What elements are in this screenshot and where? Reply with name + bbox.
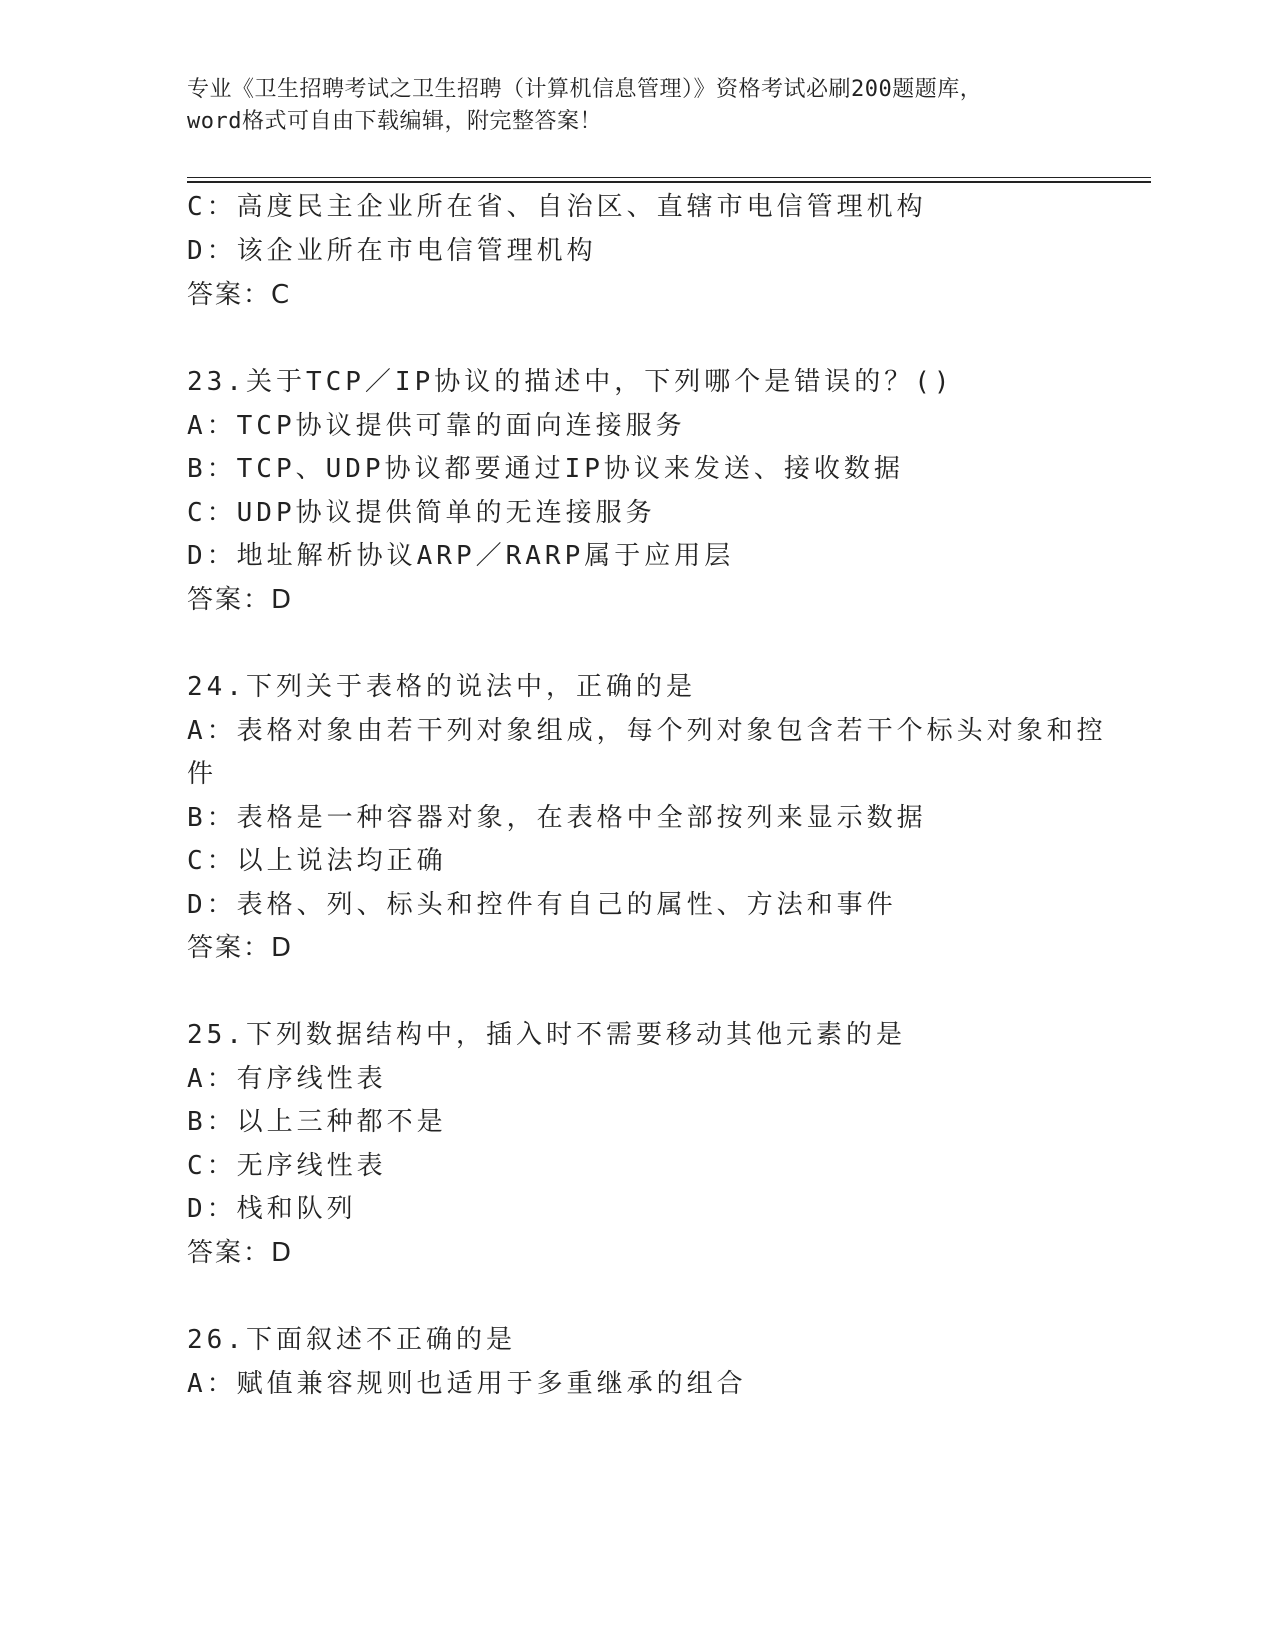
question-26: 26.下面叙述不正确的是 <box>187 1325 516 1355</box>
option-a-q23: A：TCP协议提供可靠的面向连接服务 <box>187 411 686 441</box>
option-b-q23: B：TCP、UDP协议都要通过IP协议来发送、接收数据 <box>187 454 904 484</box>
option-a-q26: A：赋值兼容规则也适用于多重继承的组合 <box>187 1369 747 1399</box>
option-b-q24: B：表格是一种容器对象，在表格中全部按列来显示数据 <box>187 803 927 833</box>
option-c-q24: C：以上说法均正确 <box>187 846 447 876</box>
answer-q22: 答案：C <box>187 280 292 310</box>
question-25: 25.下列数据结构中，插入时不需要移动其他元素的是 <box>187 1020 906 1050</box>
header-line-2: word格式可自由下载编辑，附完整答案！ <box>187 109 602 134</box>
answer-q23: 答案：D <box>187 585 294 615</box>
answer-q25: 答案：D <box>187 1238 294 1268</box>
option-d-q25: D：栈和队列 <box>187 1194 357 1224</box>
option-a-q24: A：表格对象由若干列对象组成，每个列对象包含若干个标头对象和控 <box>187 716 1107 746</box>
option-d-q24: D：表格、列、标头和控件有自己的属性、方法和事件 <box>187 890 897 920</box>
header-divider-thick <box>187 181 1151 183</box>
option-c-q25: C：无序线性表 <box>187 1151 387 1181</box>
question-24: 24.下列关于表格的说法中，正确的是 <box>187 672 696 702</box>
option-d-q22: D：该企业所在市电信管理机构 <box>187 236 597 266</box>
option-a-q24-continued: 件 <box>187 759 218 789</box>
question-23: 23.关于TCP／IP协议的描述中，下列哪个是错误的？() <box>187 367 954 397</box>
option-b-q25: B：以上三种都不是 <box>187 1107 447 1137</box>
header-divider-thin <box>187 177 1151 178</box>
option-d-q23: D：地址解析协议ARP／RARP属于应用层 <box>187 541 735 571</box>
option-a-q25: A：有序线性表 <box>187 1064 387 1094</box>
answer-q24: 答案：D <box>187 933 294 963</box>
document-header <box>187 74 1087 138</box>
option-c-q23: C：UDP协议提供简单的无连接服务 <box>187 498 656 528</box>
header-line-1: 专业《卫生招聘考试之卫生招聘（计算机信息管理）》资格考试必刷200题题库， <box>187 77 983 102</box>
option-c-q22: C：高度民主企业所在省、自治区、直辖市电信管理机构 <box>187 192 927 222</box>
